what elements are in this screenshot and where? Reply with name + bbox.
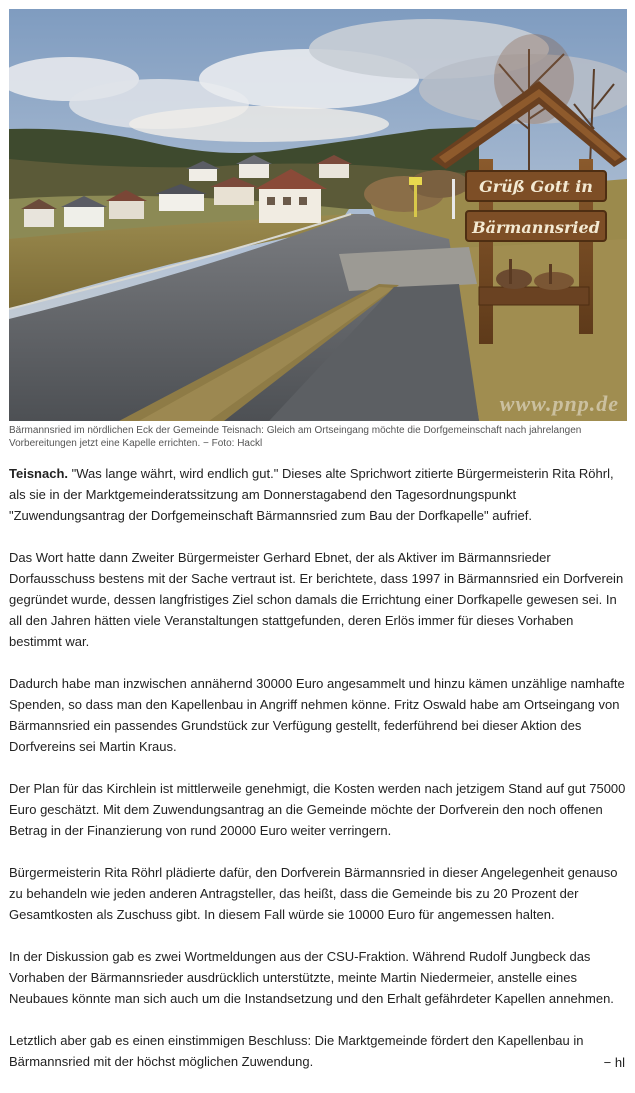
sign-line-1: Grüß Gott in: [479, 177, 593, 196]
article-paragraph-4: Der Plan für das Kirchlein ist mittlerweile genehmigt, die Kosten werden nach jetzigem Stand auf gut 75000 Euro geschätzt. Mit dem Zuwendungsantrag an die Gemeinde möchte der Dorfverein den noch offenen Betrag in der Finanzierung von rund 20000 Euro weiter verringern.: [9, 781, 626, 838]
article-photo: [9, 9, 627, 421]
article-paragraph-6: In der Diskussion gab es zwei Wortmeldungen aus der CSU-Fraktion. Während Rudolf Jungbeck das Vorhaben der Bärmannsrieder ausdrücklich unterstützte, meinte Martin Niedermeier, anstelle eines Neubaues könnte man sich auch um die Instandsetzung und den Erhalt gefährdeter Kapellen annehmen.: [9, 949, 614, 1006]
article-paragraph-7: Letztlich aber gab es einen einstimmigen Beschluss: Die Marktgemeinde fördert den Kapellenbau in Bärmannsried mit der höchst möglichen Zuwendung.: [9, 1033, 584, 1069]
article-paragraph-2: Das Wort hatte dann Zweiter Bürgermeister Gerhard Ebnet, der als Aktiver im Bärmannsrieder Dorfausschuss bestens mit der Sache vertraut ist. Er berichtete, dass 1997 in Bärmannsried ein Dorfverein gegründet wurde, dessen langfristiges Ziel schon damals die Errichtung einer Dorfkapelle gewesen sei. In all den Jahren hätten viele Veranstaltungen stattgefunden, deren Erlös immer für dieses Vorhaben bestimmt war.: [9, 550, 624, 649]
article-paragraph-1-text: "Was lange währt, wird endlich gut." Dieses alte Sprichwort zitierte Bürgermeisterin Rita Röhrl, als sie in der Marktgemeinderatssitzung am Donnerstagabend den Tagesordnungspunkt "Zuwendungsantrag der Dorfgemeinschaft Bärmannsried zum Bau der Dorfkapelle" aufrief.: [9, 466, 614, 523]
dateline: Teisnach.: [9, 466, 69, 481]
photo-watermark: www.pnp.de: [499, 391, 619, 416]
article-paragraph-1: [9, 463, 627, 526]
sign-line-2: Bärmannsried: [472, 218, 600, 237]
village-road-photo: [9, 9, 627, 421]
article-body: [9, 463, 627, 1093]
photo-caption: Bärmannsried im nördlichen Eck der Gemeinde Teisnach: Gleich am Ortseingang möchte die Dorfgemeinschaft nach jahrelangen Vorbereitungen jetzt eine Kapelle errichten. − Foto: Hackl: [9, 425, 582, 449]
author-initials: − hl: [603, 1055, 625, 1070]
article-paragraph-3: Dadurch habe man inzwischen annähernd 30000 Euro angesammelt und hinzu kämen unzählige namhafte Spenden, so dass man den Kapellenbau in Angriff nehmen könne. Fritz Oswald habe am Ortseingang von Bärmannsried ein passendes Grundstück zur Verfügung gestellt, federführend bei dieser Aktion des Dorfvereins sei Martin Kraus.: [9, 676, 625, 754]
article-paragraph-5: Bürgermeisterin Rita Röhrl plädierte dafür, den Dorfverein Bärmannsried in dieser Angelegenheit genauso zu behandeln wie jeden anderen Antragsteller, das heißt, dass die Gemeinde bis zu 20 Prozent der Gesamtkosten als Zuschuss gibt. In diesem Fall würde sie 10000 Euro für angemessen halten.: [9, 865, 618, 922]
